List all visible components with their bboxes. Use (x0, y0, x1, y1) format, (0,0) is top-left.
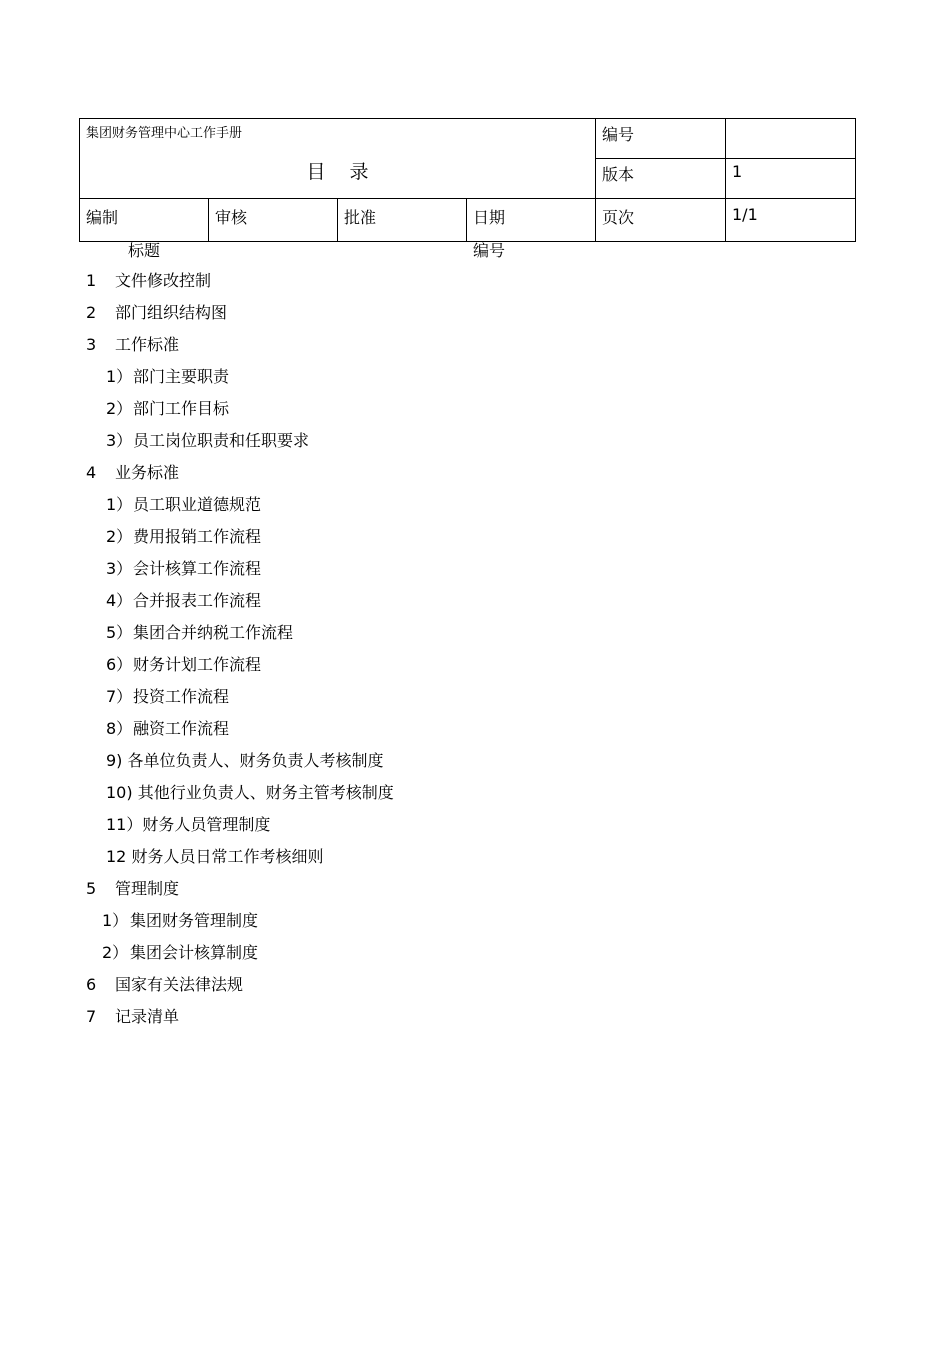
toc-item-label: 融资工作流程 (133, 719, 230, 738)
toc-number-column-header: 编号 (473, 241, 506, 260)
toc-item-number: 4） (106, 591, 133, 610)
prepared-label: 编制 (80, 199, 209, 242)
toc-item-number: 3 (86, 335, 97, 354)
toc-item (0, 427, 950, 459)
number-label: 编号 (596, 119, 726, 159)
toc-item-label: 记录清单 (115, 1007, 180, 1026)
reviewed-label: 审核 (209, 199, 338, 242)
toc-item-label: 集团会计核算制度 (130, 943, 259, 962)
document-header-table (79, 118, 856, 242)
toc-item-label: 集团合并纳税工作流程 (133, 623, 294, 642)
toc-item (0, 267, 950, 299)
page-title: 目录 (306, 161, 393, 183)
toc-item (0, 971, 950, 1003)
toc-item (0, 491, 950, 523)
toc-item-label: 部门主要职责 (133, 367, 230, 386)
toc-item (0, 875, 950, 907)
toc-item-number: 4 (86, 463, 97, 482)
toc-item-number: 1） (102, 911, 129, 930)
toc-item-number: 3） (106, 559, 133, 578)
toc-item (0, 843, 950, 875)
toc-item-label: 管理制度 (115, 879, 180, 898)
page-value: 1/1 (726, 199, 856, 242)
toc-item (0, 619, 950, 651)
toc-item (0, 747, 950, 779)
toc-item-number: 2） (102, 943, 129, 962)
toc-item-label: 集团财务管理制度 (130, 911, 259, 930)
toc-item-label: 投资工作流程 (133, 687, 230, 706)
toc-item (0, 1003, 950, 1035)
toc-item-number: 2） (106, 399, 133, 418)
toc-title-column-header: 标题 (128, 241, 161, 260)
toc-item-label: 员工职业道德规范 (133, 495, 262, 514)
toc-item (0, 523, 950, 555)
toc-item-number: 2 (86, 303, 97, 322)
toc-item-number: 3） (106, 431, 133, 450)
toc-item (0, 811, 950, 843)
toc-item (0, 363, 950, 395)
toc-item-number: 6 (86, 975, 97, 994)
toc-item-label: 会计核算工作流程 (133, 559, 262, 578)
toc-item (0, 299, 950, 331)
approved-label: 批准 (338, 199, 467, 242)
toc-item (0, 459, 950, 491)
toc-column-headers (0, 238, 950, 262)
toc-item-number: 5 (86, 879, 97, 898)
toc-item-label: 合并报表工作流程 (133, 591, 262, 610)
toc-item-label: 文件修改控制 (115, 271, 212, 290)
toc-item (0, 683, 950, 715)
page-label: 页次 (596, 199, 726, 242)
toc-item (0, 651, 950, 683)
toc-item-number: 2） (106, 527, 133, 546)
toc-item-label: 财务计划工作流程 (133, 655, 262, 674)
toc-item-label: 部门组织结构图 (115, 303, 228, 322)
toc-item (0, 907, 950, 939)
toc-item (0, 395, 950, 427)
toc-item (0, 715, 950, 747)
number-value (726, 119, 856, 159)
toc-item-label: 工作标准 (115, 335, 180, 354)
toc-item-number: 1） (106, 367, 133, 386)
toc-item-label: 10) 其他行业负责人、财务主管考核制度 (106, 783, 394, 802)
toc-item (0, 555, 950, 587)
toc-item-number: 6） (106, 655, 133, 674)
toc-item-label: 9) 各单位负责人、财务负责人考核制度 (106, 751, 384, 770)
toc-item (0, 939, 950, 971)
toc-item-label: 国家有关法律法规 (115, 975, 244, 994)
toc-item-label: 业务标准 (115, 463, 180, 482)
toc-item-label: 部门工作目标 (133, 399, 230, 418)
toc-item-number: 7） (106, 687, 133, 706)
toc-item-label: 12 财务人员日常工作考核细则 (106, 847, 324, 866)
version-label: 版本 (596, 159, 726, 199)
toc-item (0, 331, 950, 363)
toc-item-number: 7 (86, 1007, 97, 1026)
toc-item-number: 5） (106, 623, 133, 642)
table-of-contents (0, 267, 950, 1035)
toc-item (0, 779, 950, 811)
toc-item-label: 员工岗位职责和任职要求 (133, 431, 310, 450)
manual-name: 集团财务管理中心工作手册 (86, 126, 243, 141)
toc-item (0, 587, 950, 619)
document-title-cell (80, 119, 596, 199)
toc-item-number: 1） (106, 495, 133, 514)
toc-item-label: 费用报销工作流程 (133, 527, 262, 546)
version-value: 1 (726, 159, 856, 199)
toc-item-number: 8） (106, 719, 133, 738)
toc-item-label: 11）财务人员管理制度 (106, 815, 271, 834)
date-label: 日期 (467, 199, 596, 242)
toc-item-number: 1 (86, 271, 97, 290)
